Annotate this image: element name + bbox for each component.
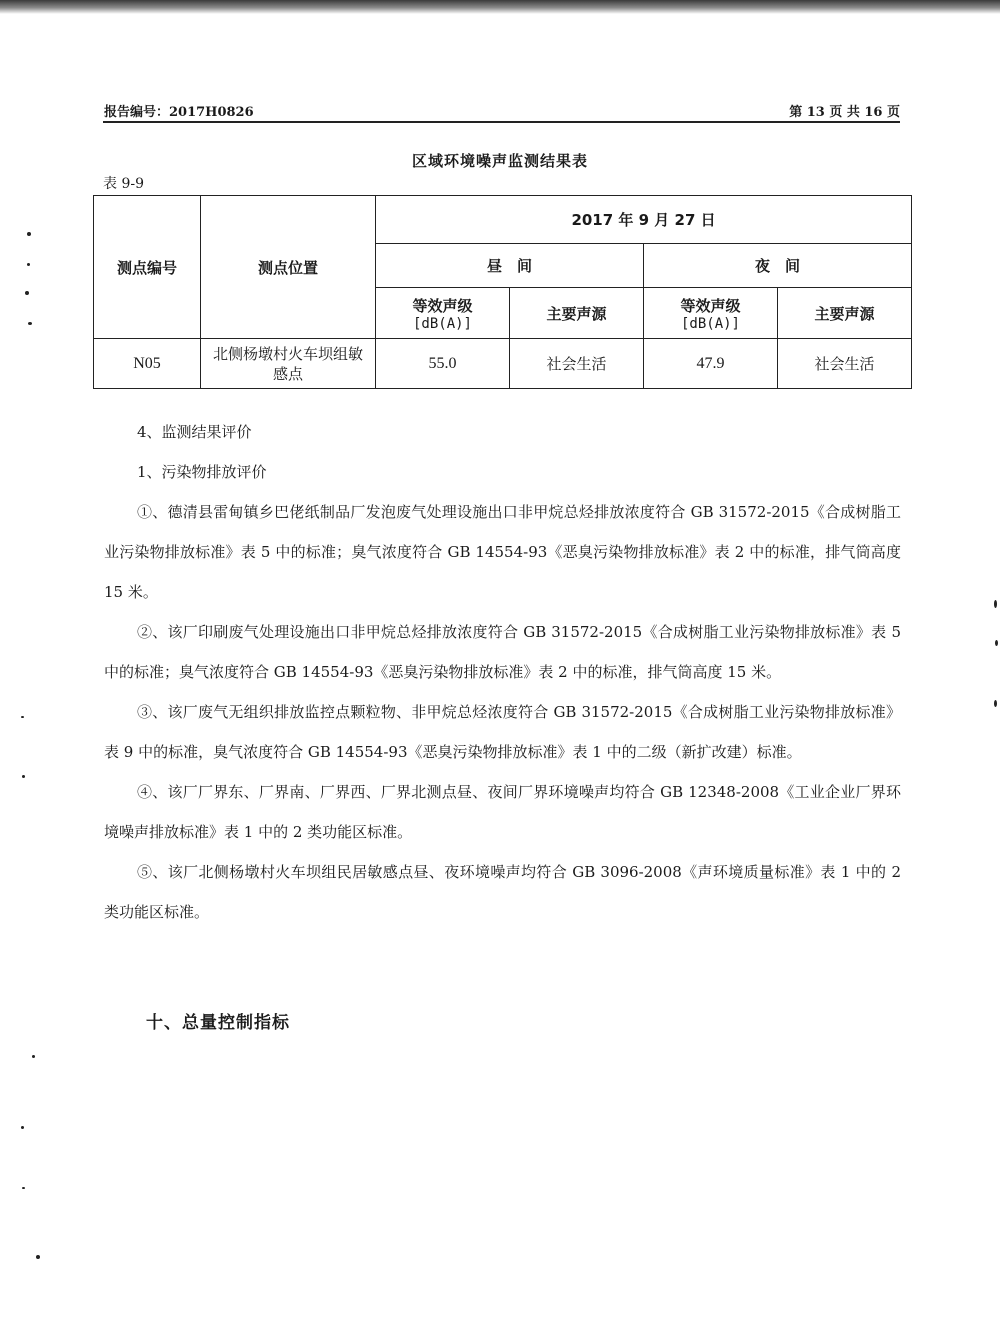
subheading-pollutant-evaluation: 1、污染物排放评价 [137,463,267,481]
equiv-level-unit: [dB(A)] [680,315,740,332]
col-header-night: 夜 间 [644,244,912,288]
col-header-day-source: 主要声源 [510,288,644,339]
cell-point-location: 北侧杨墩村火车坝组敏感点 [201,339,376,389]
scan-speck [22,1187,25,1189]
evaluation-item: ⑤、该厂北侧杨墩村火车坝组民居敏感点昼、夜环境噪声均符合 GB 3096-2008《声环境质量标准》表 1 中的 2 类功能区标准。 [104,863,901,921]
col-header-night-source: 主要声源 [778,288,912,339]
scan-speck [995,640,998,646]
scan-speck [22,775,25,778]
header-divider [103,121,900,123]
noise-result-table [93,195,912,389]
scan-speck [32,1055,35,1058]
cell-night-source: 社会生活 [778,339,912,389]
scan-speck [27,263,30,266]
equiv-level-label: 等效声级 [412,296,473,315]
evaluation-item: ③、该厂废气无组织排放监控点颗粒物、非甲烷总烃浓度符合 GB 31572-2015《合成树脂工业污染物排放标准》表 9 中的标准，臭气浓度符合 GB 14554-93《恶臭污染物排放标准》表 1 中的二级（新扩改建）标准。 [104,703,901,761]
evaluation-body [104,412,901,932]
col-header-date: 2017 年 9 月 27 日 [376,196,912,244]
page-header [104,101,900,121]
col-header-day: 昼 间 [376,244,644,288]
page-number: 第 13 页 共 16 页 [789,105,900,120]
table-header-row [94,196,912,244]
scan-speck [25,291,29,295]
equiv-level-label: 等效声级 [680,296,741,315]
evaluation-item: ②、该厂印刷废气处理设施出口非甲烷总烃排放浓度符合 GB 31572-2015《合成树脂工业污染物排放标准》表 5 中的标准；臭气浓度符合 GB 14554-93《恶臭污染物排放标准》表 2 中的标准，排气筒高度 15 米。 [104,623,901,681]
col-header-point-location: 测点位置 [201,196,376,339]
scan-speck [994,700,997,707]
table-row [94,339,912,389]
scan-speck [21,716,24,718]
cell-point-no: N05 [94,339,201,389]
table-number: 表 9-9 [103,176,144,192]
report-number: 报告编号：2017H0826 [104,105,254,120]
scan-speck [36,1255,40,1259]
scan-speck [21,1126,24,1129]
scan-speck [28,322,32,325]
scan-speck [994,600,997,608]
col-header-point-no: 测点编号 [94,196,201,339]
scan-edge-shadow [0,0,1000,14]
table-title: 区域环境噪声监测结果表 [411,152,588,170]
col-header-night-level [644,288,778,339]
col-header-day-level [376,288,510,339]
evaluation-item: ④、该厂厂界东、厂界南、厂界西、厂界北测点昼、夜间厂界环境噪声均符合 GB 12348-2008《工业企业厂界环境噪声排放标准》表 1 中的 2 类功能区标准。 [104,783,901,841]
cell-night-level: 47.9 [644,339,778,389]
evaluation-item: ①、德清县雷甸镇乡巴佬纸制品厂发泡废气处理设施出口非甲烷总烃排放浓度符合 GB 31572-2015《合成树脂工业污染物排放标准》表 5 中的标准；臭气浓度符合 GB 14554-93《恶臭污染物排放标准》表 2 中的标准，排气筒高度 15 米。 [104,503,901,601]
cell-day-level: 55.0 [376,339,510,389]
equiv-level-unit: [dB(A)] [412,315,472,332]
cell-day-source: 社会生活 [510,339,644,389]
scan-speck [27,232,31,236]
subheading-monitoring-evaluation: 4、监测结果评价 [137,423,252,441]
section-heading: 十、总量控制指标 [146,1013,290,1033]
